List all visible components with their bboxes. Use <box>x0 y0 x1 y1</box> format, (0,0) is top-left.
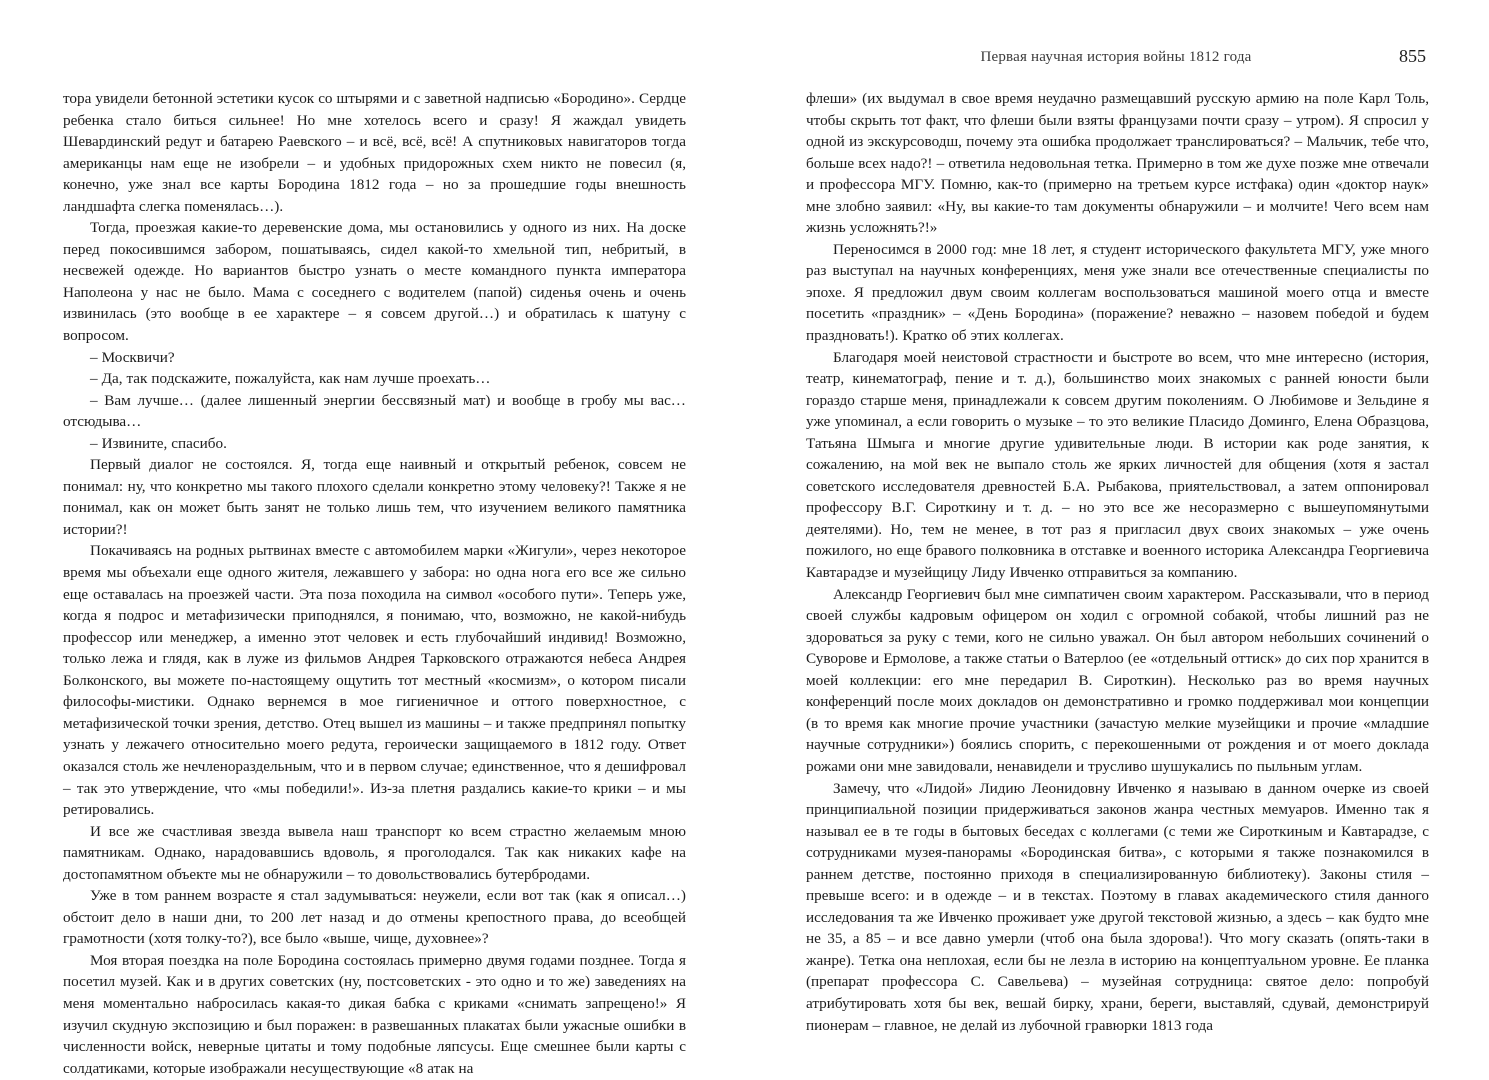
paragraph: Покачиваясь на родных рытвинах вместе с автомобилем марки «Жигули», через некоторое время мы объехали еще одного жителя, лежавшего у забора: но одна нога его все же сильно еще оставалась на проезжей части. Эта поза походила на символ «особого пути». Теперь уже, когда я подрос и метафизически приподнялся, я понимаю, что, возможно, не какой-нибудь профессор или менеджер, а именно этот человек и есть глубочайший индивид! Возможно, только лежа и глядя, как в луже из фильмов Андрея Тарковского отражаются небеса Андрея Болконского, вы можете по-настоящему ощутить тот местный «космизм», о котором писали философы-мистики. Однако вернемся в мое гигиеничное и оттого поверхностное, с метафизической точки зрения, детство. Отец вышел из машины – и также предпринял попытку узнать у лежачего относительно моего редута, героически защищаемого в 1812 году. Ответ оказался столь же нечленораздельным, что и в первом случае; единственное, что я дешифровал – так это утверждение, что «мы победили!». Из-за плетня раздались какие-то крики – и мы ретировались. <box>63 542 686 819</box>
paragraph: Благодаря моей неистовой страстности и быстроте во всем, что мне интересно (история, театр, кинематограф, пение и т. д.), большинство моих знакомых с ранней юности были гораздо старше меня, принадлежали к совсем другим поколениям. О Любимове и Зельдине я уже упоминал, а если говорить о музыке – то это великие Пласидо Доминго, Елена Образцова, Татьяна Шмыга и многие другие удивительные люди. В истории как роде занятия, к сожалению, на мой век не выпало столь же ярких личностей для общения (хотя я застал советского исследователя древностей Б.А. Рыбакова, приятельствовал, а затем оппонировал профессору В.Г. Сироткину и т. д. – но это все же несоразмерно с вышеупомянутыми деятелями). Но, тем не менее, в тот раз я пригласил двух своих знакомых – уже очень пожилого, но еще бравого полковника в отставке и военного историка Александра Георгиевича Кавтарадзе и музейщицу Лиду Ивченко отправиться за компанию. <box>806 348 1429 582</box>
dialogue-line: – Да, так подскажите, пожалуйста, как нам лучше проехать… <box>90 370 491 388</box>
paragraph: Тогда, проезжая какие-то деревенские дома, мы остановились у одного из них. На доске перед покосившимся забором, пошатываясь, сидел какой-то хмельной тип, небритый, в несвежей одежде. Но вариантов быстро узнать о месте командного пункта императора Наполеона у нас не было. Мама с соседнего с водителем (папой) сиденья очень и очень извинилась (это вообще в ее характере – я совсем другой…) и обратилась к шатуну с вопросом. <box>63 219 686 345</box>
dialogue-line: – Москвичи? <box>90 348 175 366</box>
paragraph: И все же счастливая звезда вывела наш транспорт ко всем страстно желаемым мною памятникам. Однако, нарадовавшись вдоволь, я проголодался. Так как никаких кафе на достопамятном объекте мы не обнаружили – то довольствовались бутербродами. <box>63 822 686 883</box>
paragraph: флеши» (их выдумал в свое время неудачно размещавший русскую армию на поле Карл Толь, чтобы скрыть тот факт, что флеши были взяты французами почти сразу – утром). Я спросил у одной из экскурсоводш, почему эта ошибка продолжает транслироваться? – Мальчик, тебе что, больше всех надо?! – ответила недовольная тетка. Примерно в том же духе позже мне отвечали и профессора МГУ. Помню, как-то (примерно на третьем курсе истфака) один «доктор наук» мне злобно заявил: «Ну, вы какие-то там документы обнаружили – и молчите! Чего всем нам жизнь усложнять?!» <box>806 90 1429 237</box>
paragraph: Уже в том раннем возрасте я стал задумываться: неужели, если вот так (как я описал…) обстоит дело в наши дни, то 200 лет назад и до отмены крепостного права, до всеобщей грамотности (хотя толку-то?), все было «выше, чище, духовнее»? <box>63 887 686 948</box>
page-left <box>63 88 686 1079</box>
paragraph: Замечу, что «Лидой» Лидию Леонидовну Ивченко я называю в данном очерке из своей принципиальной позиции придерживаться законов жанра честных мемуаров. Именно так я называл ее в те годы в бытовых беседах с коллегами (с теми же Сироткиным и Кавтарадзе, с сотрудниками музея-панорамы «Бородинская битва», с которыми я также познакомился в раннем детстве, постоянно приходя в специализированную библиотеку). Законы стиля – превыше всего: и в одежде – и в текстах. Поэтому в главах академического стиля данного исследования та же Ивченко проживает уже другой текстовой жизнью, а здесь – как будто мне не 35, а 85 – и все давно умерли (чтоб она была здорова!). Что могу сказать (опять-таки в жанре). Тетка она неплохая, если бы не лезла в историю на концептуальном уровне. Ее планка (препарат профессора С. Савельева) – музейная сотрудница: святое дело: попробуй атрибутировать хотя бы век, вешай бирку, храни, береги, выставляй, сдувай, демонстрируй пионерам – главное, не делай из лубочной гравюрки 1813 года <box>806 779 1429 1034</box>
paragraph: Александр Георгиевич был мне симпатичен своим характером. Рассказывали, что в период своей службы кадровым офицером он ходил с огромной собакой, чтобы лишний раз не здороваться за руку с теми, кого не сильно уважал. Он был автором небольших сочинений о Суворове и Ермолове, а также статьи о Ватерлоо (ее «отдельный оттиск» до сих пор хранится в моей коллекции: его мне передарил В. Сироткин). Несколько раз во время научных конференций после моих докладов он демонстративно и громко поддерживал мои концепции (в то время как многие прочие участники (зачастую мелкие музейщики и прочие «младшие научные сотрудники») боялись спорить, с перекошенными от рождения и от моего доклада рожами они мне завидовали, ненавидели и трусливо шушукались по пыльным углам. <box>806 585 1429 775</box>
running-title: Первая научная история войны 1812 года <box>980 49 1252 65</box>
running-header <box>806 46 1426 70</box>
dialogue-line: – Вам лучше… (далее лишенный энергии бессвязный мат) и вообще в гробу мы вас… отсюдыва… <box>63 391 686 431</box>
paragraph: Переносимся в 2000 год: мне 18 лет, я студент исторического факультета МГУ, уже много раз выступал на научных конференциях, меня уже знали все отечественные специалисты по эпохе. Я предложил двум своим коллегам воспользоваться машиной моего отца и вместе посетить «праздник» – «День Бородина» (поражение? неважно – назовем победой и будем праздновать!). Кратко об этих коллегах. <box>806 240 1429 345</box>
page-right <box>806 88 1429 1036</box>
paragraph: Моя вторая поездка на поле Бородина состоялась примерно двумя годами позднее. Тогда я посетил музей. Как и в других советских (ну, постсоветских - это одно и то же) заведениях на меня моментально набросилась какая-то дикая бабка с криками «снимать запрещено!» Я изучил скудную экспозицию и был поражен: в развешанных плакатах были ужасные ошибки в численности войск, неверные цитаты и тому подобные ляпсусы. Еще смешнее были карты с солдатиками, которые изображали несуществующие «8 атак на <box>63 951 686 1077</box>
page-number: 855 <box>1399 46 1426 66</box>
dialogue-line: – Извините, спасибо. <box>90 434 227 452</box>
paragraph: Первый диалог не состоялся. Я, тогда еще наивный и открытый ребенок, совсем не понимал: ну, что конкретно мы такого плохого сделали конкретно этому человеку?! Также я не понимал, как он может быть занят не только лишь тем, что изучением великого памятника истории?! <box>63 456 686 538</box>
paragraph: тора увидели бетонной эстетики кусок со штырями и с заветной надписью «Бородино». Сердце ребенка стало биться сильнее! Но мне хотелось всего и сразу! Я жаждал увидеть Шевардинский редут и батарею Раевского – и всё, всё, всё! А спутниковых навигаторов тогда американцы нам еще не изобрели – и удобных придорожных схем никто не повесил (я, конечно, уже знал все карты Бородина 1812 года – но за прошедшие годы внешность ландшафта слегка поменялась…). <box>63 90 686 215</box>
